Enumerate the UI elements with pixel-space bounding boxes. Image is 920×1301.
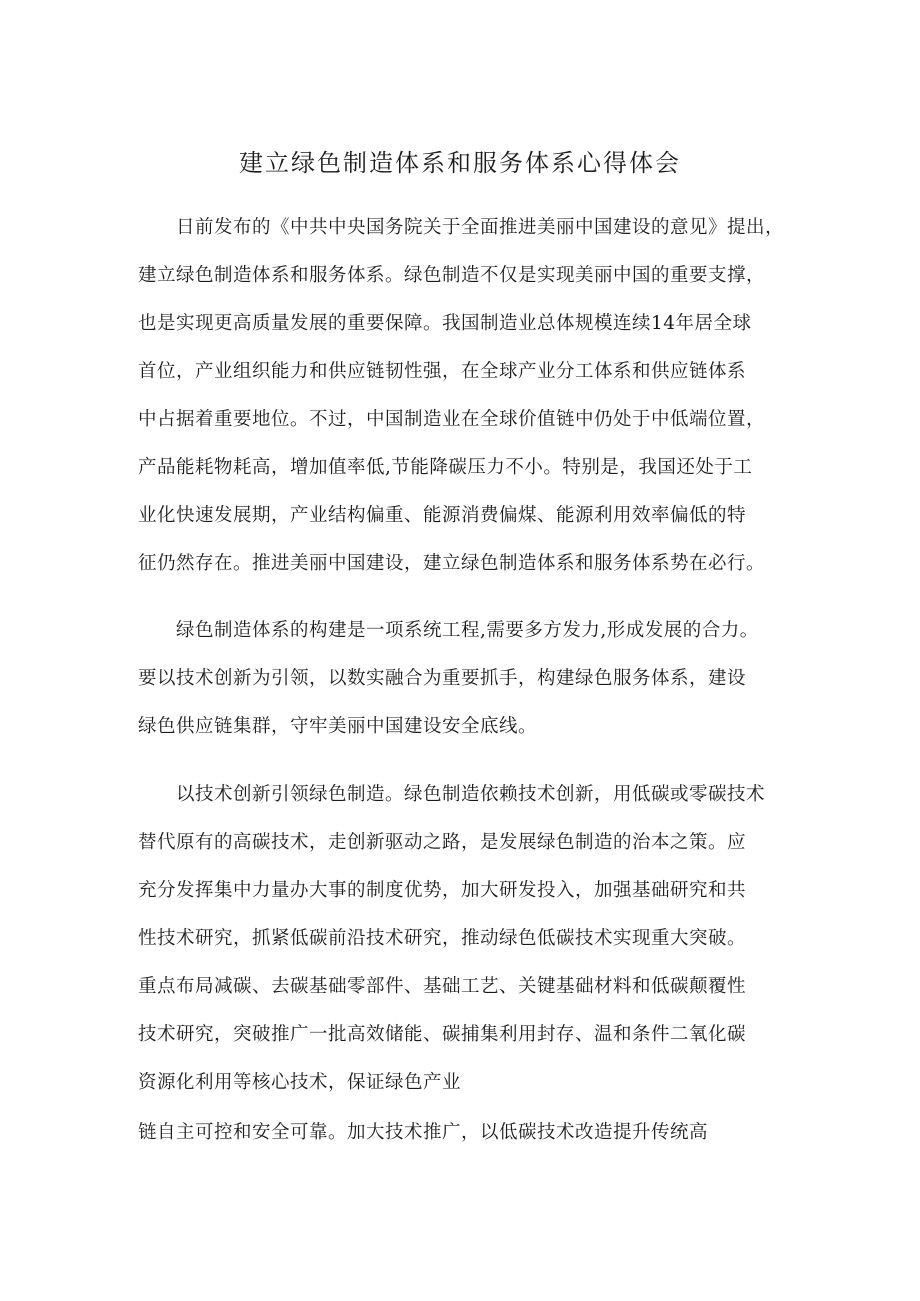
paragraph-1-line-3: 也是实现更高质量发展的重要保障。我国制造业总体规模连续14年居全球: [138, 313, 752, 334]
paragraph-3-line-5: 重点布局减碳、去碳基础零部件、基础工艺、关键基础材料和低碳颠覆性: [138, 976, 747, 997]
paragraph-3-line-6: 技术研究，突破推广一批高效储能、碳捕集利用封存、温和条件二氧化碳: [138, 1024, 747, 1045]
paragraph-3-line-8: 链自主可控和安全可靠。加大技术推广，以低碳技术改造提升传统高: [138, 1122, 709, 1143]
paragraph-1-line-5: 中占据着重要地位。不过，中国制造业在全球价值链中仍处于中低端位置，: [138, 409, 766, 430]
paragraph-2-line-2: 要以技术创新为引领，以数实融合为重要抓手，构建绿色服务体系，建设: [138, 668, 747, 689]
paragraph-3-line-7: 资源化利用等核心技术，保证绿色产业: [138, 1072, 462, 1093]
paragraph-3-line-2: 替代原有的高碳技术，走创新驱动之路，是发展绿色制造的治本之策。应: [138, 832, 747, 853]
paragraph-3-line-1: 以技术创新引领绿色制造。绿色制造依赖技术创新，用低碳或零碳技术: [176, 784, 766, 805]
paragraph-3-line-3: 充分发挥集中力量办大事的制度优势，加大研发投入，加强基础研究和共: [138, 880, 747, 901]
paragraph-1-line-7: 业化快速发展期，产业结构偏重、能源消费偏煤、能源利用效率偏低的特: [138, 505, 747, 526]
paragraph-3-line-4: 性技术研究，抓紧低碳前沿技术研究，推动绿色低碳技术实现重大突破。: [138, 928, 747, 949]
paragraph-1-line-4: 首位，产业组织能力和供应链韧性强，在全球产业分工体系和供应链体系: [138, 361, 747, 382]
paragraph-2-line-1: 绿色制造体系的构建是一项系统工程,需要多方发力,形成发展的合力。: [176, 620, 759, 641]
paragraph-1-line-1: 日前发布的《中共中央国务院关于全面推进美丽中国建设的意见》提出，: [176, 217, 785, 238]
paragraph-1-line-2: 建立绿色制造体系和服务体系。绿色制造不仅是实现美丽中国的重要支撑，: [138, 265, 766, 286]
document-title: 建立绿色制造体系和服务体系心得体会: [239, 149, 681, 177]
paragraph-1-line-6: 产品能耗物耗高，增加值率低,节能降碳压力不小。特别是，我国还处于工: [138, 457, 753, 478]
paragraph-2-line-3: 绿色供应链集群，守牢美丽中国建设安全底线。: [138, 716, 538, 737]
paragraph-1-line-8: 征仍然存在。推进美丽中国建设，建立绿色制造体系和服务体系势在必行。: [138, 553, 766, 574]
